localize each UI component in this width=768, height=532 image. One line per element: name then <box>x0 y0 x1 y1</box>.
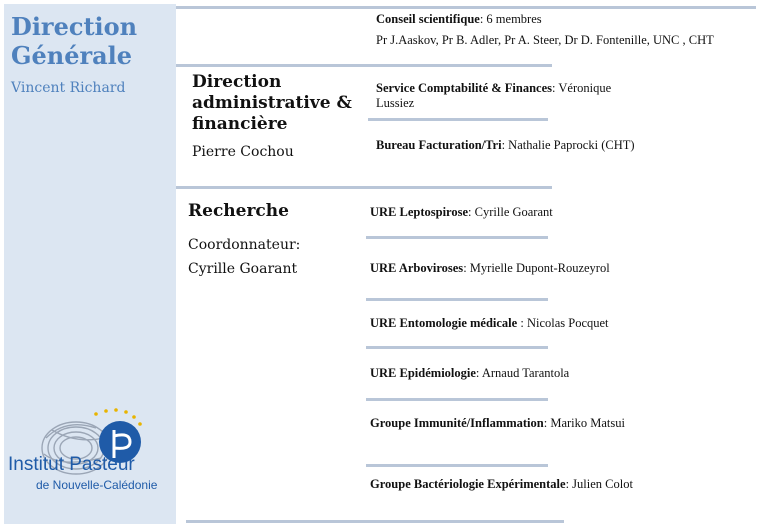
unit-leptospirose <box>370 205 760 220</box>
logo-line1: Institut Pasteur <box>8 454 135 475</box>
divider-bottom <box>186 520 564 523</box>
service-comptabilite-label: Service Comptabilité & Finances <box>376 81 553 95</box>
unit-arboviroses <box>370 261 760 276</box>
unit-entomologie <box>370 316 760 331</box>
unit-value: : Julien Colot <box>565 477 633 491</box>
unit-label: URE Arboviroses <box>370 261 464 275</box>
divider-daf-top <box>176 64 552 67</box>
divider-daf-mid <box>368 118 548 121</box>
conseil-label: Conseil scientifique <box>376 12 480 26</box>
logo-line2: de Nouvelle-Calédonie <box>36 478 158 492</box>
divider-unit <box>366 464 548 467</box>
unit-value: : Cyrille Goarant <box>468 205 553 219</box>
direction-generale-name: Vincent Richard <box>11 80 126 96</box>
conseil-value: : 6 membres <box>479 12 542 26</box>
recherche-title: Recherche <box>188 201 289 221</box>
recherche-coord-name: Cyrille Goarant <box>188 261 298 277</box>
unit-bacteriologie <box>370 477 760 492</box>
direction-generale-title-line2: Générale <box>11 41 133 70</box>
divider-recherche-top <box>176 186 552 189</box>
daf-title-line1: Direction <box>192 72 282 92</box>
unit-label: URE Leptospirose <box>370 205 469 219</box>
divider-unit <box>366 398 548 401</box>
service-comptabilite-value: : Véronique <box>552 81 612 95</box>
unit-label: URE Epidémiologie <box>370 366 476 380</box>
service-comptabilite <box>376 81 666 111</box>
divider-unit <box>366 236 548 239</box>
unit-label: URE Entomologie médicale <box>370 316 518 330</box>
unit-value: : Mariko Matsui <box>543 416 625 430</box>
daf-title <box>192 72 352 135</box>
divider-unit <box>366 298 548 301</box>
divider-top <box>176 6 756 9</box>
daf-title-line2: administrative & <box>192 93 352 113</box>
unit-epidemiologie <box>370 366 760 381</box>
bureau-facturation-value: : Nathalie Paprocki (CHT) <box>501 138 635 152</box>
recherche-coordonnateur <box>188 233 300 281</box>
conseil-members: Pr J.Aaskov, Pr B. Adler, Pr A. Steer, Dr D. Fontenille, UNC , CHT <box>376 33 714 47</box>
recherche-coord-label: Coordonnateur: <box>188 237 301 253</box>
institut-pasteur-logo <box>6 408 172 498</box>
bureau-facturation <box>376 138 746 153</box>
daf-name: Pierre Cochou <box>192 144 294 160</box>
direction-generale-title <box>11 12 137 70</box>
direction-generale-title-line1: Direction <box>11 12 138 41</box>
divider-unit <box>366 346 548 349</box>
unit-value: : Nicolas Pocquet <box>517 316 609 330</box>
unit-label: Groupe Bactériologie Expérimentale <box>370 477 566 491</box>
unit-value: : Myrielle Dupont-Rouzeyrol <box>463 261 610 275</box>
unit-immunite <box>370 416 760 431</box>
unit-value: : Arnaud Tarantola <box>475 366 570 380</box>
conseil-scientifique <box>376 12 760 27</box>
unit-label: Groupe Immunité/Inflammation <box>370 416 544 430</box>
service-comptabilite-value2: Lussiez <box>376 96 415 110</box>
daf-title-line3: financière <box>192 114 288 134</box>
bureau-facturation-label: Bureau Facturation/Tri <box>376 138 502 152</box>
